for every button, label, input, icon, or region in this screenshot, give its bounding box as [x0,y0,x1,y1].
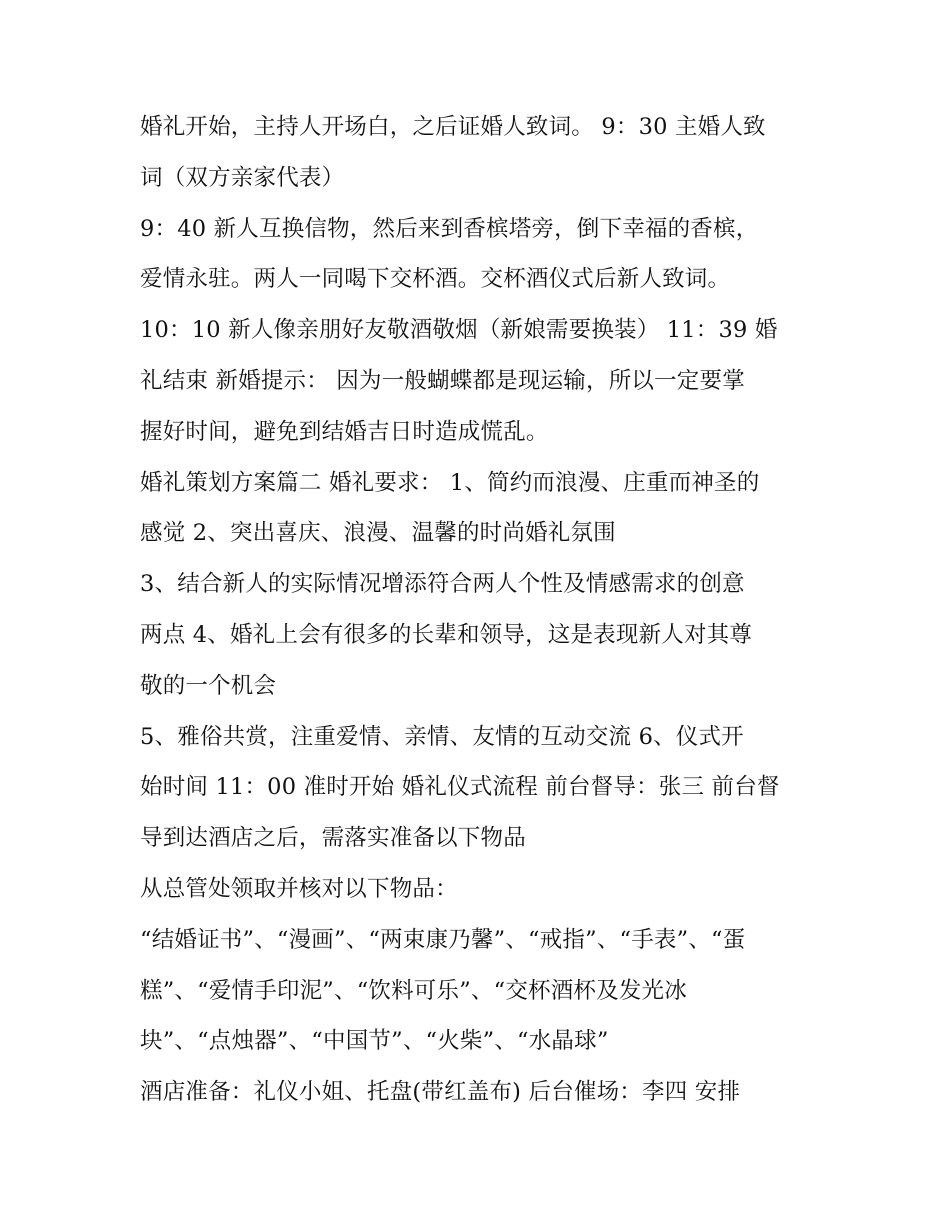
text-line: 9：40 新人互换信物，然后来到香槟塔旁，倒下幸福的香槟， [140,215,759,242]
text-line: 爱情永驻。两人一同喝下交杯酒。交杯酒仪式后新人致词。 [140,266,731,293]
text-line: “结婚证书”、“漫画”、“两束康乃馨”、“戒指”、“手表”、“蛋 [140,926,746,953]
text-line: 块”、“点烛器”、“中国节”、“火柴”、“水晶球” [140,1028,609,1055]
text-line: 糕”、“爱情手印泥”、“饮料可乐”、“交杯酒杯及发光冰 [140,977,687,1004]
document-body [140,102,820,1118]
text-line: 3、结合新人的实际情况增添符合两人个性及情感需求的创意 [140,571,745,598]
text-line: 敬的一个机会 [140,672,277,699]
text-line: 始时间 11：00 准时开始 婚礼仪式流程 前台督导：张三 前台督 [140,774,780,801]
text-line: 酒店准备：礼仪小姐、托盘(带红盖布) 后台催场：李四 安排 [140,1079,741,1106]
text-line: 词（双方亲家代表） [140,164,345,191]
text-line: 5、雅俗共赏，注重爱情、亲情、友情的互动交流 6、仪式开 [140,723,744,750]
text-line: 礼结束 新婚提示： 因为一般蝴蝶都是现运输，所以一定要掌 [140,367,745,394]
text-line: 感觉 2、突出喜庆、浪漫、温馨的时尚婚礼氛围 [140,520,616,547]
text-line: 导到达酒店之后，需落实准备以下物品 [140,825,526,852]
text-line: 从总管处领取并核对以下物品： [140,875,458,902]
text-line: 10：10 新人像亲朋好友敬酒敬烟（新娘需要换装） 11：39 婚 [140,317,778,344]
text-line: 两点 4、婚礼上会有很多的长辈和领导，这是表现新人对其尊 [140,621,753,648]
text-line: 婚礼开始，主持人开场白，之后证婚人致词。 9：30 主婚人致 [140,114,766,140]
text-line: 婚礼策划方案篇二 婚礼要求： 1、简约而浪漫、庄重而神圣的 [140,469,760,496]
text-line: 握好时间，避免到结婚吉日时造成慌乱。 [140,418,549,445]
